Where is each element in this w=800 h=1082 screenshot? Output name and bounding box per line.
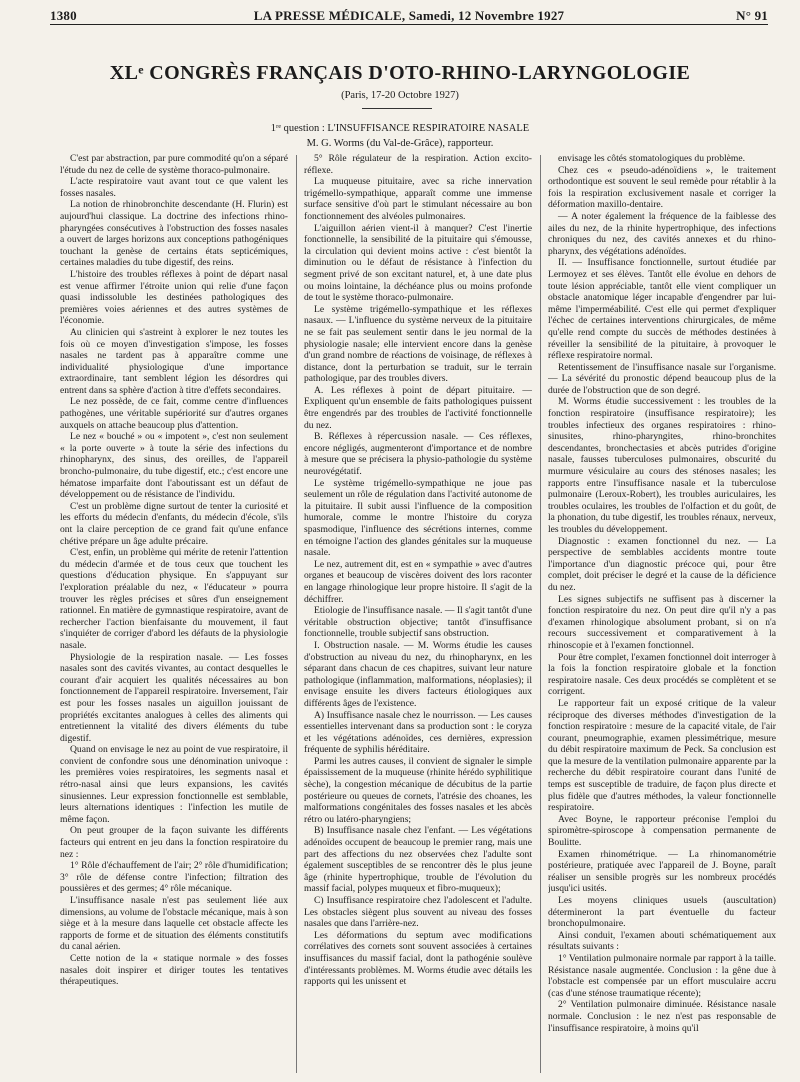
- column-divider: [296, 155, 297, 1073]
- paragraph: — A noter également la fréquence de la faiblesse des ailes du nez, de la rhinite hypertrophique, des infections chroniques du nez, des cavités annexes et du rhino-pharynx, des végétations adénoïdes.: [548, 210, 776, 257]
- paragraph: Etiologie de l'insuffisance nasale. — Il s'agit tantôt d'une véritable obstruction objective; tantôt d'insuffisance fonctionnelle, trouble subjectif sans obstruction.: [304, 605, 532, 640]
- column-divider: [540, 155, 541, 1073]
- paragraph: Pour être complet, l'examen fonctionnel doit interroger à la fois la fonction respiratoire globale et la fonction respiratoire nasale. Ces deux procédés se complètent et se corrigent.: [548, 651, 776, 698]
- paragraph: Les signes subjectifs ne suffisent pas à discerner la fonction respiratoire du nez. On peut dire qu'il n'y a pas d'examen rhinologique absolument probant, si on n'a recours successivement et comparativement à la rhinoscopie et à l'examen fonctionnel.: [548, 593, 776, 651]
- paragraph: L'aiguillon aérien vient-il à manquer? C'est l'inertie fonctionnelle, la sensibilité de la pituitaire qui s'émousse, la circulation qui devient moins active : c'est bientôt la diminution ou le défaut de résistance à l'infection du segment privé de son excitant naturel, et, à une date plus ou moins lointaine, la déchéance plus ou moins profonde de tout le système thoraco-pulmonaire.: [304, 222, 532, 304]
- paragraph: 1° Rôle d'échauffement de l'air; 2° rôle d'humidification; 3° rôle de défense contre l'infection; filtration des poussières et des germes; 4° rôle mécanique.: [60, 860, 288, 895]
- paragraph: Au clinicien qui s'astreint à explorer le nez toutes les fois où ce moyen d'investigation s'impose, les fosses nasales ne tardent pas à apparaître comme une individualité physiologique d'une importance extraordinaire, tant semblent légion les désordres qui entrent dans sa sphère d'action à titre d'effets secondaires.: [60, 326, 288, 396]
- paragraph: A) Insuffisance nasale chez le nourrisson. — Les causes essentielles intervenant dans sa production sont : le coryza et les végétations adénoïdes, ces dernières, expression fréquente de syphilis héréditaire.: [304, 709, 532, 756]
- paragraph: B. Réflexes à répercussion nasale. — Ces réflexes, encore négligés, augmenteront d'importance et de nombre à mesure que se précisera la physio-pathologie du système neurovégétatif.: [304, 431, 532, 478]
- paragraph: Le nez, autrement dit, est en « sympathie » avec d'autres organes et beaucoup de viscères doivent des lors raconter en langage rhinologique leur propre histoire. Il s'agit de la déchiffrer.: [304, 558, 532, 605]
- paragraph: L'acte respiratoire vaut avant tout ce que valent les fosses nasales.: [60, 176, 288, 199]
- paragraph: Diagnostic : examen fonctionnel du nez. — La perspective de semblables accidents montre toute l'importance d'un diagnostic précoce qui, pour être complet, doit préciser le degré et la cause de la déficience du nez.: [548, 535, 776, 593]
- page-number: 1380: [50, 8, 77, 23]
- header-rule: [50, 24, 768, 25]
- paragraph: L'insuffisance nasale n'est pas seulement liée aux dimensions, au volume de l'obstacle mécanique, mais à son siège et à la mesure dans laquelle cet obstacle affecte les rapports de forme et de situation des éléments constitutifs du canal aérien.: [60, 895, 288, 953]
- paragraph: Quand on envisage le nez au point de vue respiratoire, il convient de confondre sous une dénomination univoque : les premières voies respiratoires, les segments nasal et rétro-nasal ainsi que leurs expansions, les cavités sinusiennes. Leur expression fonctionnelle est semblable, leurs alternations identiques : l'infection les mutile de même façon.: [60, 744, 288, 825]
- paragraph: Chez ces « pseudo-adénoïdiens », le traitement orthodontique est souvent le seul remède pour rétablir à la fois la respiration exclusivement nasale et corriger la déformation maxillo-dentaire.: [548, 164, 776, 211]
- paragraph: 5° Rôle régulateur de la respiration. Action excito-réflexe.: [304, 153, 532, 176]
- text-column-1: [60, 153, 288, 1075]
- text-column-3: [548, 153, 776, 1075]
- paragraph: A. Les réflexes à point de départ pituitaire. — Expliquent qu'un ensemble de faits pathologiques puissent être engendrés par des troubles de l'activité fonctionnelle du nez.: [304, 384, 532, 431]
- paragraph: Physiologie de la respiration nasale. — Les fosses nasales sont des cavités vivantes, au contact desquelles le courant d'air acquiert les qualités nécessaires au bon fonctionnement de l'appareil respiratoire. Inversement, l'air est pour les fosses nasales un aiguillon jouissant de propriétés excitantes analogues à celles des aliments qui entretiennent la vitalité des divers éléments du tube digestif.: [60, 651, 288, 744]
- paragraph: Le rapporteur fait un exposé critique de la valeur réciproque des diverses méthodes d'investigation de la fonction respiratoire : mesure de la capacité vitale, de l'air courant, pneumographie, examen plessimétrique, mesure du débit respiratoire maximum de Peck. Sa conclusion est que la mesure de la ventilation pulmonaire apparente par la recherche du débit respiratoire courant dans l'unité de temps est susceptible de traduire, de façon plus directe et plus fidèle que d'autres méthodes, la valeur fonctionnelle respiratoire.: [548, 697, 776, 814]
- paragraph: Ainsi conduit, l'examen abouti schématiquement aux résultats suivants :: [548, 929, 776, 953]
- paragraph: L'histoire des troubles réflexes à point de départ nasal est venue affirmer l'étroite union qui relie d'une façon quasi indissoluble les destinées pathologiques des premières voies aériennes et des autres systèmes de l'économie.: [60, 268, 288, 327]
- text-column-2: [304, 153, 532, 1075]
- article-title: XLᵉ CONGRÈS FRANÇAIS D'OTO-RHINO-LARYNGOLOGIE: [109, 62, 691, 84]
- paragraph: Le système trigémello-sympathique ne joue pas seulement un rôle de régulation dans l'activité autonome de la pituitaire. Il subit aussi l'influence de la composition humorale, comme le montre l'histoire du coryza spasmodique, l'influence des sécrétions internes, comme en témoigne l'action des glandes génitales sur la muqueuse nasale.: [304, 477, 532, 559]
- journal-title: LA PRESSE MÉDICALE, Samedi, 12 Novembre 1927: [253, 8, 565, 23]
- paragraph: Le nez possède, de ce fait, comme centre d'influences pathogènes, une véritable supériorité sur d'autres organes auxquels on attache beaucoup plus d'attention.: [60, 396, 288, 431]
- paragraph: Examen rhinométrique. — La rhinomanométrie postérieure, pratiquée avec l'appareil de J. Boyne, paraît réaliser un sensible progrès sur les nombreux procédés jusqu'ici usités.: [548, 848, 776, 895]
- paragraph: C'est par abstraction, par pure commodité qu'on a séparé l'étude du nez de celle de système thoraco-pulmonaire.: [60, 153, 288, 176]
- paragraph: Les déformations du septum avec modifications corrélatives des cornets sont souvent associées à certaines insuffisances du massif facial, dont la pathogénie soulève d'intéressants problèmes. M. Worms étudie avec détails les rapports qui les unissent et: [304, 929, 532, 988]
- paragraph: Avec Boyne, le rapporteur préconise l'emploi du spiromètre-spiroscope à compensation permanente de Boulitte.: [548, 813, 776, 849]
- paragraph: C) Insuffisance respiratoire chez l'adolescent et l'adulte. Les obstacles siègent plus souvent au niveau des fosses nasales que dans l'arrière-nez.: [304, 895, 532, 930]
- paragraph: Le système trigémello-sympathique et les réflexes nasaux. — L'influence du système nerveux de la pituitaire ne se fait pas seulement sentir dans le jeu normal de la physiologie nasale; elle intervient encore dans la genèse d'un grand nombre de réactions de voisinage, de réflexes à distance, dont la perturbation se traduit, sur le terrain pathologique, par des troubles divers.: [304, 303, 532, 385]
- paragraph: M. Worms étudie successivement : les troubles de la fonction respiratoire (insuffisance respiratoire); les troubles infectieux des organes respiratoires : rhino-sinusites, rhino-pharyngites, rhino-bronchites descendantes, bronchectasies et abcès putrides d'origine nasale, fausses tuberculoses pulmonaires, obscurité du murmure vésiculaire au cours des sténoses nasales; les rapports entre l'insuffisance nasale et la tuberculose pulmonaire (Leroux-Robert), les troubles auriculaires, les troubles oculaires, les troubles de l'olfaction et du goût, de la phonation, du tube digestif, les troubles rénaux, nerveux, les troubles du développement.: [548, 396, 776, 535]
- paragraph: I. Obstruction nasale. — M. Worms étudie les causes d'obstruction au niveau du nez, du rhinopharynx, en les séparant dans chacun de ces chapitres, suivant leur nature pathologique (inflammation, malformations, néoplasies); il envisage ensuite les divers facteurs étiologiques aux différents âges de l'existence.: [304, 639, 532, 709]
- paragraph: envisage les côtés stomatologiques du problème.: [558, 153, 746, 164]
- paragraph: On peut grouper de la façon suivante les différents facteurs qui entrent en jeu dans la fonction respiratoire du nez :: [60, 825, 288, 860]
- paragraph: Le nez « bouché » ou « impotent », c'est non seulement « la porte ouverte » à toute la série des infections du rhinopharynx, des sinus, des oreilles, de l'appareil broncho-pulmonaire, du tube digestif, etc.; c'est encore une hématose imparfaite dont l'aboutissant est un défaut de développement ou de résistance de l'individu.: [60, 431, 288, 501]
- paragraph: Parmi les autres causes, il convient de signaler le simple épaississement de la muqueuse (rhinite hérédo syphilitique sèche), la congestion mécanique de décubitus de la partie postérieure ou queues de cornets, l'atrésie des choanes, les malformations congénitales des fosses nasales et les abcès rétro ou latéro-pharyngiens;: [304, 755, 532, 825]
- title-divider: [362, 108, 432, 109]
- paragraph: C'est un problème digne surtout de tenter la curiosité et les efforts du médecin d'enfants, du médecin d'école, s'ils ont la claire perception de ce grand fait qu'une enfance chétive prépare un âge adulte précaire.: [60, 500, 288, 547]
- paragraph: II. — Insuffisance fonctionnelle, surtout étudiée par Lermoyez et ses élèves. Tantôt elle évolue en dehors de toute lésion appréciable, tantôt elle vient compliquer un obstacle anatomique léger incapable d'engendrer par lui-même l'imperméabilité. C'est elle qui permet d'expliquer l'échec de certaines interventions chirurgicales, de même qu'elle rend compte du succès de méthodes destinées à réveiller la sensibilité de la pituitaire, à provoquer le réflexe respiratoire normal.: [548, 257, 776, 362]
- rapporteur-line: M. G. Worms (du Val-de-Grâce), rapporteur.: [306, 138, 494, 149]
- paragraph: 1° Ventilation pulmonaire normale par rapport à la taille. Résistance nasale augmentée. Conclusion : la gêne due à l'obstacle est compensée par un effort musculaire accru (cas d'une sténose traumatique récente);: [548, 952, 776, 999]
- paragraph: Cette notion de la « statique normale » des fosses nasales doit inspirer et diriger toutes les tentatives thérapeutiques.: [60, 952, 288, 988]
- issue-number: N° 91: [736, 8, 768, 23]
- paragraph: La muqueuse pituitaire, avec sa riche innervation trigémello-sympathique, apparaît comme une immense surface sensitive d'où part le stimulant nécessaire au bon fonctionnement des alvéoles pulmonaires.: [304, 176, 532, 222]
- running-head: [50, 6, 768, 26]
- paragraph: B) Insuffisance nasale chez l'enfant. — Les végétations adénoïdes occupent de beaucoup le premier rang, mais une part des affections du nez observées chez l'adulte sont également susceptibles de se rencontrer dès le plus jeune âge (rhinite hypertrophique, trouble de l'évolution du massif facial, polypes muqueux et fibro-muqueux);: [304, 825, 532, 895]
- paragraph: C'est, enfin, un problème qui mérite de retenir l'attention du médecin d'armée et de tous ceux que touchent les questions d'éducation physique. En s'appuyant sur l'exploration préalable du nez, « l'éducateur » pourra trouver les règles précises et sûres d'un enseignement rationnel. En matière de gymnastique respiratoire, avant de rechercher l'action bienfaisante du mouvement, il faut s'inquiéter de corriger d'abord les défauts de la physiologie nasale.: [60, 547, 288, 651]
- paragraph: La notion de rhinobronchite descendante (H. Flurin) est aujourd'hui classique. La doctrine des infections rhino-pharyngées consécutives à l'obstruction des fosses nasales a ouvert de larges horizons aux conceptions pathogéniques touchant la genèse de certains états septicémiques, certaines maladies du tube digestif, des reins.: [60, 199, 288, 269]
- question-heading: 1ʳᵉ question : L'INSUFFISANCE RESPIRATOIRE NASALE: [270, 123, 530, 134]
- paragraph: 2° Ventilation pulmonaire diminuée. Résistance nasale normale. Conclusion : le nez n'est pas responsable de l'insuffisance respiratoire, à moins qu'il: [548, 999, 776, 1034]
- article-dates: (Paris, 17-20 Octobre 1927): [341, 90, 459, 101]
- paragraph: Retentissement de l'insuffisance nasale sur l'organisme. — La sévérité du pronostic dépend beaucoup plus de la durée de l'obstruction que de son degré.: [548, 361, 776, 396]
- paragraph: Les moyens cliniques usuels (auscultation) détermineront la part éventuelle du facteur bronchopulmonaire.: [548, 895, 776, 930]
